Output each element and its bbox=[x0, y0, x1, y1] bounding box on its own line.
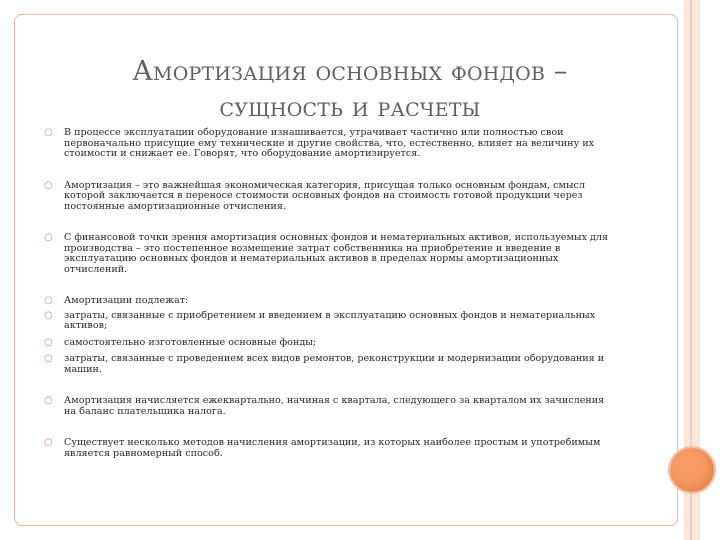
bullet-item bbox=[44, 396, 619, 417]
bullet-ring-icon: ○ bbox=[44, 309, 53, 321]
bullet-item bbox=[44, 128, 619, 160]
bullet-item bbox=[44, 311, 619, 332]
bullet-text: затраты, связанные с проведением всех видов ремонтов, реконструкции и модернизации оборудования и машин. bbox=[64, 353, 605, 375]
bullet-item bbox=[44, 181, 619, 213]
slide-title bbox=[60, 54, 640, 126]
bullet-list bbox=[44, 128, 619, 459]
bullet-ring-icon: ○ bbox=[44, 395, 53, 406]
bullet-ring-icon: ○ bbox=[44, 437, 53, 448]
orange-circle-decoration bbox=[670, 448, 714, 492]
bullet-item bbox=[44, 296, 619, 307]
bullet-ring-icon: ○ bbox=[44, 127, 53, 138]
bullet-text: Амортизация – это важнейшая экономическая категория, присущая только основным фондам, смысл которой заключается в переносе стоимости основных фондов на стоимость готовой продукции через постоянные амортизационные отчисления. bbox=[64, 179, 586, 212]
bullet-ring-icon: ○ bbox=[44, 232, 53, 243]
bullet-ring-icon: ○ bbox=[44, 179, 53, 191]
bullet-ring-icon: ○ bbox=[44, 336, 53, 348]
title-line-1: Амортизация основных фондов – bbox=[132, 56, 568, 88]
bullet-item bbox=[44, 233, 619, 275]
bullet-text: самостоятельно изготовленные основные фонды; bbox=[64, 336, 317, 348]
bullet-ring-icon: ○ bbox=[44, 295, 53, 306]
bullet-text: Существует несколько методов начисления амортизации, из которых наиболее простым и употребимым является равномерный способ. bbox=[64, 437, 601, 459]
title-line-2: сущность и расчеты bbox=[219, 92, 481, 124]
bullet-item bbox=[44, 338, 619, 349]
bullet-text: В процессе эксплуатации оборудование изнашивается, утрачивает частично или полностью свои первоначально присущие ему технические и другие свойства, что, естественно, влияет на величину их стоимости и снижает ее. Говорят, что оборудование амортизируется. bbox=[64, 127, 595, 159]
bullet-text: Амортизация начисляется ежеквартально, начиная с квартала, следующего за кварталом их зачисления на баланс плательщика налога. bbox=[64, 395, 605, 417]
bullet-item bbox=[44, 354, 619, 375]
bullet-text: С финансовой точки зрения амортизация основных фондов и нематериальных активов, используемых для производства – это постепенное возмещение затрат собственника на приобретение и введение в эксплуатацию основных фондов и нематериальных активов в пределах нормы амортизационных отчислений. bbox=[64, 232, 609, 275]
bullet-ring-icon: ○ bbox=[44, 353, 53, 364]
bullet-text: Амортизации подлежат: bbox=[64, 295, 189, 306]
bullet-item bbox=[44, 438, 619, 459]
bullet-text: затраты, связанные с приобретением и введением в эксплуатацию основных фондов и нематериальных активов; bbox=[64, 309, 596, 331]
